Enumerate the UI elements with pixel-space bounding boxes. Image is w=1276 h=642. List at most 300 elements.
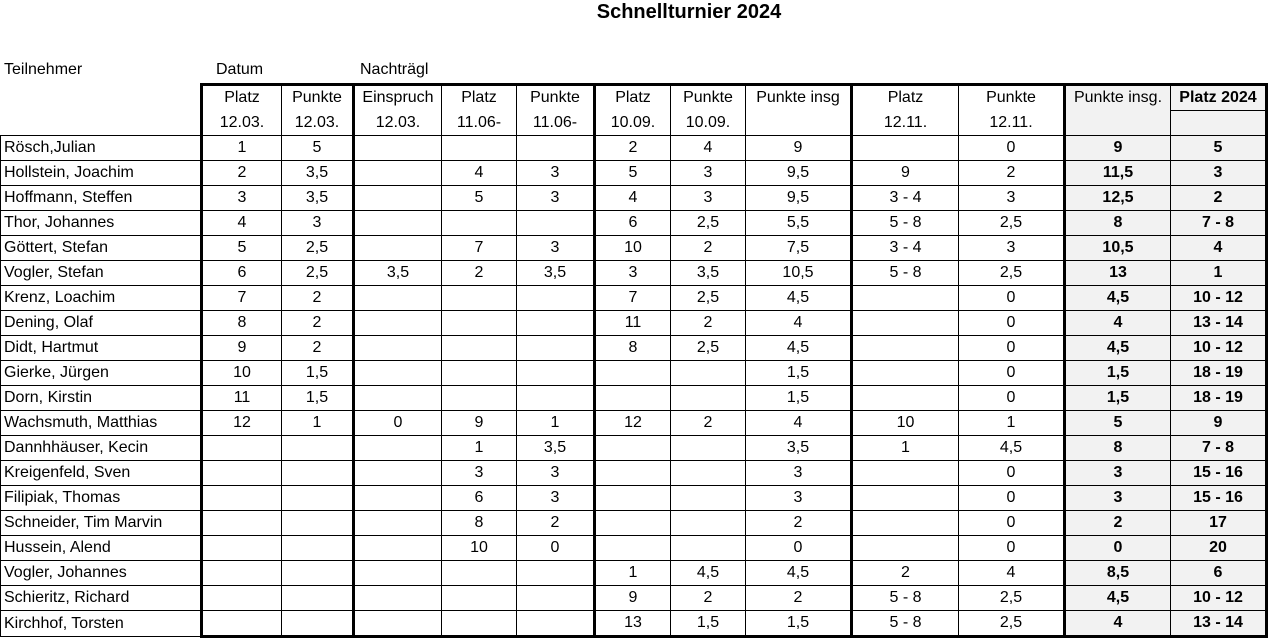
- cell-punkte-1009: 3,5: [671, 261, 746, 286]
- participant-name: Didt, Hartmut: [1, 336, 202, 361]
- cell-einspruch-1203: [354, 211, 442, 236]
- cell-platz-1009: [595, 536, 671, 561]
- participant-name: Hollstein, Joachim: [1, 161, 202, 186]
- cell-einspruch-1203: [354, 536, 442, 561]
- participant-name: Rösch,Julian: [1, 136, 202, 161]
- cell-platz-1211: 3 - 4: [852, 186, 959, 211]
- cell-platz-1009: [595, 486, 671, 511]
- cell-platz-1106: [442, 286, 517, 311]
- cell-platz-1106: 6: [442, 486, 517, 511]
- cell-punkte-1106: [517, 386, 595, 411]
- table-row: [1, 561, 1267, 586]
- cell-platz-1106: 4: [442, 161, 517, 186]
- cell-punkte-insg-q: 2: [746, 586, 852, 611]
- participant-name: Göttert, Stefan: [1, 236, 202, 261]
- cell-punkte-1211: 2,5: [959, 611, 1065, 637]
- cell-punkte-1203: [282, 561, 354, 586]
- cell-platz-1211: [852, 461, 959, 486]
- cell-platz-1009: [595, 511, 671, 536]
- cell-platz-1009: 10: [595, 236, 671, 261]
- cell-punkte-1211: 1: [959, 411, 1065, 436]
- header-einspruch-1203: Einspruch: [354, 85, 442, 111]
- cell-platz-2024: 5: [1171, 136, 1267, 161]
- participant-name: Dannhhäuser, Kecin: [1, 436, 202, 461]
- cell-punkte-1106: [517, 586, 595, 611]
- cell-platz-1203: [202, 511, 282, 536]
- cell-punkte-1106: 3,5: [517, 261, 595, 286]
- cell-platz-2024: 13 - 14: [1171, 611, 1267, 637]
- cell-punkte-insg-total: 13: [1065, 261, 1171, 286]
- cell-punkte-1106: 2: [517, 511, 595, 536]
- cell-punkte-insg-total: 9: [1065, 136, 1171, 161]
- cell-platz-2024: 10 - 12: [1171, 336, 1267, 361]
- cell-platz-2024: 1: [1171, 261, 1267, 286]
- cell-platz-1203: 8: [202, 311, 282, 336]
- cell-punkte-1203: 2: [282, 336, 354, 361]
- cell-punkte-1009: 3: [671, 186, 746, 211]
- participant-name: Kirchhof, Torsten: [1, 611, 202, 637]
- table-row: [1, 336, 1267, 361]
- cell-einspruch-1203: [354, 561, 442, 586]
- cell-punkte-1211: 4,5: [959, 436, 1065, 461]
- cell-punkte-insg-q: 4,5: [746, 561, 852, 586]
- cell-punkte-insg-q: 9,5: [746, 161, 852, 186]
- participant-name: Hussein, Alend: [1, 536, 202, 561]
- cell-punkte-1203: 2,5: [282, 236, 354, 261]
- participant-name: Schieritz, Richard: [1, 586, 202, 611]
- cell-punkte-1009: 2: [671, 236, 746, 261]
- cell-punkte-insg-total: 4,5: [1065, 286, 1171, 311]
- cell-punkte-insg-q: 2: [746, 511, 852, 536]
- cell-platz-1106: [442, 386, 517, 411]
- cell-einspruch-1203: [354, 136, 442, 161]
- cell-platz-1203: [202, 536, 282, 561]
- cell-platz-1009: [595, 386, 671, 411]
- cell-punkte-insg-total: 8: [1065, 211, 1171, 236]
- cell-einspruch-1203: [354, 461, 442, 486]
- cell-punkte-1009: 3: [671, 161, 746, 186]
- cell-platz-1106: [442, 136, 517, 161]
- cell-punkte-1106: 3: [517, 486, 595, 511]
- cell-platz-2024: 2: [1171, 186, 1267, 211]
- cell-punkte-1009: [671, 511, 746, 536]
- cell-einspruch-1203: [354, 436, 442, 461]
- cell-platz-1203: 12: [202, 411, 282, 436]
- cell-punkte-1203: 1: [282, 411, 354, 436]
- cell-punkte-1106: 3: [517, 236, 595, 261]
- cell-platz-1203: [202, 611, 282, 637]
- cell-punkte-insg-total: 1,5: [1065, 386, 1171, 411]
- cell-platz-1009: [595, 461, 671, 486]
- cell-punkte-1211: 0: [959, 361, 1065, 386]
- cell-punkte-1203: [282, 436, 354, 461]
- cell-platz-1106: [442, 586, 517, 611]
- cell-platz-1211: [852, 336, 959, 361]
- participant-name: Schneider, Tim Marvin: [1, 511, 202, 536]
- cell-punkte-1203: [282, 461, 354, 486]
- cell-punkte-1203: 3,5: [282, 186, 354, 211]
- cell-punkte-1211: 0: [959, 311, 1065, 336]
- cell-punkte-1203: 1,5: [282, 361, 354, 386]
- cell-punkte-1211: 2,5: [959, 586, 1065, 611]
- cell-platz-2024: 13 - 14: [1171, 311, 1267, 336]
- cell-platz-2024: 6: [1171, 561, 1267, 586]
- cell-platz-1009: [595, 361, 671, 386]
- table-row: [1, 361, 1267, 386]
- cell-platz-1203: 9: [202, 336, 282, 361]
- cell-punkte-1009: 2,5: [671, 286, 746, 311]
- cell-punkte-1211: 2: [959, 161, 1065, 186]
- cell-punkte-insg-q: 7,5: [746, 236, 852, 261]
- cell-punkte-insg-q: 5,5: [746, 211, 852, 236]
- cell-punkte-insg-total: 12,5: [1065, 186, 1171, 211]
- cell-einspruch-1203: [354, 286, 442, 311]
- cell-einspruch-1203: 0: [354, 411, 442, 436]
- cell-punkte-insg-q: 10,5: [746, 261, 852, 286]
- cell-punkte-1211: 0: [959, 286, 1065, 311]
- cell-punkte-1211: 0: [959, 536, 1065, 561]
- cell-punkte-insg-total: 3: [1065, 461, 1171, 486]
- cell-punkte-1106: 0: [517, 536, 595, 561]
- participant-name: Thor, Johannes: [1, 211, 202, 236]
- cell-platz-1211: [852, 286, 959, 311]
- cell-platz-2024: 9: [1171, 411, 1267, 436]
- header-punkte-1203: Punkte: [282, 85, 354, 111]
- cell-punkte-1009: [671, 461, 746, 486]
- cell-platz-1211: 5 - 8: [852, 261, 959, 286]
- participant-name: Dorn, Kirstin: [1, 386, 202, 411]
- cell-punkte-1009: [671, 486, 746, 511]
- cell-platz-2024: 10 - 12: [1171, 286, 1267, 311]
- cell-punkte-1009: 4: [671, 136, 746, 161]
- header-punkte-1211: Punkte: [959, 85, 1065, 111]
- header-punkte-insg-total: Punkte insg.: [1065, 85, 1171, 111]
- cell-platz-1106: 3: [442, 461, 517, 486]
- cell-punkte-insg-q: 9,5: [746, 186, 852, 211]
- cell-punkte-1203: [282, 536, 354, 561]
- participant-name: Hoffmann, Steffen: [1, 186, 202, 211]
- cell-einspruch-1203: [354, 311, 442, 336]
- cell-punkte-1211: 3: [959, 236, 1065, 261]
- header-punkte-insg-q: Punkte insg: [746, 85, 852, 111]
- cell-einspruch-1203: 3,5: [354, 261, 442, 286]
- cell-punkte-insg-total: 3: [1065, 486, 1171, 511]
- cell-punkte-insg-q: 4,5: [746, 336, 852, 361]
- cell-punkte-insg-total: 1,5: [1065, 361, 1171, 386]
- cell-punkte-insg-q: 3,5: [746, 436, 852, 461]
- cell-punkte-1211: 4: [959, 561, 1065, 586]
- header-platz-2024: [1171, 111, 1267, 136]
- cell-punkte-1211: 0: [959, 136, 1065, 161]
- participant-name: Wachsmuth, Matthias: [1, 411, 202, 436]
- cell-punkte-1106: [517, 286, 595, 311]
- header-platz-1203: 12.03.: [202, 111, 282, 136]
- cell-platz-1009: 12: [595, 411, 671, 436]
- cell-punkte-insg-total: 10,5: [1065, 236, 1171, 261]
- cell-platz-2024: 20: [1171, 536, 1267, 561]
- cell-punkte-1211: 2,5: [959, 211, 1065, 236]
- table-row: [1, 311, 1267, 336]
- sheet-title: Schnellturnier 2024: [596, 1, 782, 23]
- cell-punkte-insg-q: 0: [746, 536, 852, 561]
- cell-platz-1203: [202, 486, 282, 511]
- header-row-2: [1, 111, 1267, 136]
- cell-punkte-1009: [671, 536, 746, 561]
- cell-platz-1211: 2: [852, 561, 959, 586]
- cell-platz-1009: 3: [595, 261, 671, 286]
- cell-platz-1211: [852, 486, 959, 511]
- participants-label: Teilnehmer: [4, 61, 83, 78]
- cell-punkte-1106: 3,5: [517, 436, 595, 461]
- cell-platz-1211: 9: [852, 161, 959, 186]
- cell-einspruch-1203: [354, 511, 442, 536]
- cell-punkte-1009: 2,5: [671, 211, 746, 236]
- table-row: [1, 586, 1267, 611]
- table-row: [1, 136, 1267, 161]
- cell-punkte-1009: 2: [671, 586, 746, 611]
- table-row: [1, 186, 1267, 211]
- cell-punkte-insg-q: 1,5: [746, 611, 852, 637]
- table-row: [1, 461, 1267, 486]
- header-platz-1009: 10.09.: [595, 111, 671, 136]
- cell-platz-1009: 1: [595, 561, 671, 586]
- cell-punkte-1106: [517, 336, 595, 361]
- cell-punkte-1203: 3,5: [282, 161, 354, 186]
- cell-platz-2024: 15 - 16: [1171, 486, 1267, 511]
- cell-platz-1009: 11: [595, 311, 671, 336]
- header-punkte-1211: 12.11.: [959, 111, 1065, 136]
- cell-platz-1203: 1: [202, 136, 282, 161]
- cell-punkte-1203: 2: [282, 311, 354, 336]
- cell-platz-1106: [442, 211, 517, 236]
- participant-name: Gierke, Jürgen: [1, 361, 202, 386]
- cell-platz-1106: 10: [442, 536, 517, 561]
- cell-platz-1009: 4: [595, 186, 671, 211]
- cell-punkte-1203: 3: [282, 211, 354, 236]
- cell-einspruch-1203: [354, 586, 442, 611]
- participant-name: Dening, Olaf: [1, 311, 202, 336]
- cell-platz-1203: 7: [202, 286, 282, 311]
- participant-name: Kreigenfeld, Sven: [1, 461, 202, 486]
- cell-platz-1009: 7: [595, 286, 671, 311]
- cell-punkte-insg-total: 8: [1065, 436, 1171, 461]
- cell-platz-2024: 18 - 19: [1171, 361, 1267, 386]
- cell-einspruch-1203: [354, 486, 442, 511]
- header-platz-1211: Platz: [852, 85, 959, 111]
- cell-punkte-insg-total: 2: [1065, 511, 1171, 536]
- cell-punkte-1106: [517, 136, 595, 161]
- cell-punkte-1211: 0: [959, 486, 1065, 511]
- header-platz-1211: 12.11.: [852, 111, 959, 136]
- cell-punkte-insg-q: 3: [746, 486, 852, 511]
- header-punkte-1009: Punkte: [671, 85, 746, 111]
- cell-punkte-1211: 2,5: [959, 261, 1065, 286]
- cell-platz-1106: 1: [442, 436, 517, 461]
- cell-platz-1211: 5 - 8: [852, 611, 959, 637]
- cell-einspruch-1203: [354, 161, 442, 186]
- cell-punkte-1009: [671, 386, 746, 411]
- cell-platz-1203: 2: [202, 161, 282, 186]
- cell-einspruch-1203: [354, 236, 442, 261]
- cell-punkte-insg-total: 8,5: [1065, 561, 1171, 586]
- cell-punkte-1203: 2,5: [282, 261, 354, 286]
- table-row: [1, 486, 1267, 511]
- cell-punkte-1106: 3: [517, 161, 595, 186]
- subsequent-label: Nachträgl: [360, 61, 429, 78]
- cell-platz-1106: 8: [442, 511, 517, 536]
- cell-punkte-1106: [517, 211, 595, 236]
- header-platz-2024: Platz 2024: [1171, 85, 1267, 111]
- cell-platz-1203: [202, 586, 282, 611]
- cell-punkte-insg-total: 4: [1065, 311, 1171, 336]
- cell-punkte-1009: [671, 436, 746, 461]
- cell-punkte-1203: [282, 511, 354, 536]
- header-punkte-1203: 12.03.: [282, 111, 354, 136]
- participant-name: Vogler, Stefan: [1, 261, 202, 286]
- cell-punkte-1106: 3: [517, 461, 595, 486]
- cell-platz-1211: 5 - 8: [852, 211, 959, 236]
- cell-punkte-insg-total: 0: [1065, 536, 1171, 561]
- cell-platz-1106: 9: [442, 411, 517, 436]
- table-row: [1, 611, 1267, 637]
- header-einspruch-1203: 12.03.: [354, 111, 442, 136]
- cell-punkte-1106: 3: [517, 186, 595, 211]
- header-punkte-1106: Punkte: [517, 85, 595, 111]
- cell-platz-1211: [852, 511, 959, 536]
- cell-punkte-insg-q: 9: [746, 136, 852, 161]
- header-punkte-insg-q: [746, 111, 852, 136]
- cell-platz-2024: 15 - 16: [1171, 461, 1267, 486]
- cell-punkte-1009: 1,5: [671, 611, 746, 637]
- cell-punkte-1106: 1: [517, 411, 595, 436]
- header-platz-1106: Platz: [442, 85, 517, 111]
- table-row: [1, 436, 1267, 461]
- cell-platz-1106: 5: [442, 186, 517, 211]
- header-punkte-1009: 10.09.: [671, 111, 746, 136]
- cell-punkte-1211: 0: [959, 386, 1065, 411]
- cell-platz-2024: 18 - 19: [1171, 386, 1267, 411]
- header-row-1: [1, 85, 1267, 111]
- cell-punkte-insg-total: 5: [1065, 411, 1171, 436]
- results-table: [0, 83, 1268, 638]
- cell-platz-1106: [442, 611, 517, 637]
- cell-punkte-1009: 2: [671, 411, 746, 436]
- cell-punkte-insg-total: 4: [1065, 611, 1171, 637]
- cell-platz-1211: 1: [852, 436, 959, 461]
- cell-punkte-1009: 2: [671, 311, 746, 336]
- cell-platz-1009: 13: [595, 611, 671, 637]
- cell-punkte-1009: 4,5: [671, 561, 746, 586]
- table-row: [1, 536, 1267, 561]
- date-label: Datum: [216, 61, 264, 78]
- cell-punkte-1211: 0: [959, 511, 1065, 536]
- table-row: [1, 286, 1267, 311]
- cell-punkte-insg-q: 4,5: [746, 286, 852, 311]
- cell-platz-1009: 6: [595, 211, 671, 236]
- cell-punkte-insg-q: 1,5: [746, 386, 852, 411]
- cell-platz-1203: [202, 561, 282, 586]
- participant-name: Vogler, Johannes: [1, 561, 202, 586]
- header-punkte-1106: 11.06-: [517, 111, 595, 136]
- cell-platz-1203: 4: [202, 211, 282, 236]
- cell-punkte-insg-total: 4,5: [1065, 586, 1171, 611]
- cell-platz-1211: [852, 386, 959, 411]
- cell-platz-1203: 6: [202, 261, 282, 286]
- cell-einspruch-1203: [354, 361, 442, 386]
- header-punkte-insg-total: [1065, 111, 1171, 136]
- cell-platz-1009: 9: [595, 586, 671, 611]
- cell-platz-1203: 10: [202, 361, 282, 386]
- participant-name: Krenz, Loachim: [1, 286, 202, 311]
- cell-platz-1211: [852, 361, 959, 386]
- cell-platz-1211: [852, 536, 959, 561]
- header-blank: [1, 111, 202, 136]
- cell-punkte-1203: [282, 486, 354, 511]
- cell-punkte-1203: 5: [282, 136, 354, 161]
- table-row: [1, 236, 1267, 261]
- cell-platz-1009: [595, 436, 671, 461]
- cell-platz-2024: 7 - 8: [1171, 211, 1267, 236]
- cell-punkte-insg-q: 4: [746, 311, 852, 336]
- cell-platz-1211: [852, 311, 959, 336]
- cell-platz-1211: 5 - 8: [852, 586, 959, 611]
- cell-platz-1203: 5: [202, 236, 282, 261]
- cell-platz-1106: [442, 561, 517, 586]
- cell-einspruch-1203: [354, 386, 442, 411]
- cell-einspruch-1203: [354, 336, 442, 361]
- cell-platz-1106: 2: [442, 261, 517, 286]
- cell-punkte-1203: 2: [282, 286, 354, 311]
- cell-platz-1211: 10: [852, 411, 959, 436]
- cell-platz-1106: [442, 311, 517, 336]
- cell-platz-1211: [852, 136, 959, 161]
- cell-platz-1009: 2: [595, 136, 671, 161]
- cell-platz-1009: 5: [595, 161, 671, 186]
- cell-platz-1211: 3 - 4: [852, 236, 959, 261]
- cell-punkte-insg-q: 1,5: [746, 361, 852, 386]
- table-row: [1, 161, 1267, 186]
- participant-name: Filipiak, Thomas: [1, 486, 202, 511]
- cell-platz-1009: 8: [595, 336, 671, 361]
- cell-platz-2024: 3: [1171, 161, 1267, 186]
- cell-platz-1203: 3: [202, 186, 282, 211]
- cell-platz-1106: 7: [442, 236, 517, 261]
- cell-punkte-1106: [517, 611, 595, 637]
- cell-punkte-1203: 1,5: [282, 386, 354, 411]
- cell-punkte-insg-total: 11,5: [1065, 161, 1171, 186]
- cell-platz-1106: [442, 336, 517, 361]
- cell-platz-1203: [202, 436, 282, 461]
- cell-punkte-1106: [517, 561, 595, 586]
- cell-punkte-1203: [282, 586, 354, 611]
- table-row: [1, 261, 1267, 286]
- header-blank: [1, 85, 202, 111]
- header-platz-1106: 11.06-: [442, 111, 517, 136]
- cell-punkte-1211: 3: [959, 186, 1065, 211]
- cell-platz-1203: 11: [202, 386, 282, 411]
- table-row: [1, 386, 1267, 411]
- cell-platz-1203: [202, 461, 282, 486]
- cell-punkte-1211: 0: [959, 336, 1065, 361]
- cell-einspruch-1203: [354, 186, 442, 211]
- cell-punkte-1009: [671, 361, 746, 386]
- cell-punkte-insg-q: 3: [746, 461, 852, 486]
- table-row: [1, 211, 1267, 236]
- cell-platz-2024: 17: [1171, 511, 1267, 536]
- cell-einspruch-1203: [354, 611, 442, 637]
- cell-platz-2024: 4: [1171, 236, 1267, 261]
- cell-platz-1106: [442, 361, 517, 386]
